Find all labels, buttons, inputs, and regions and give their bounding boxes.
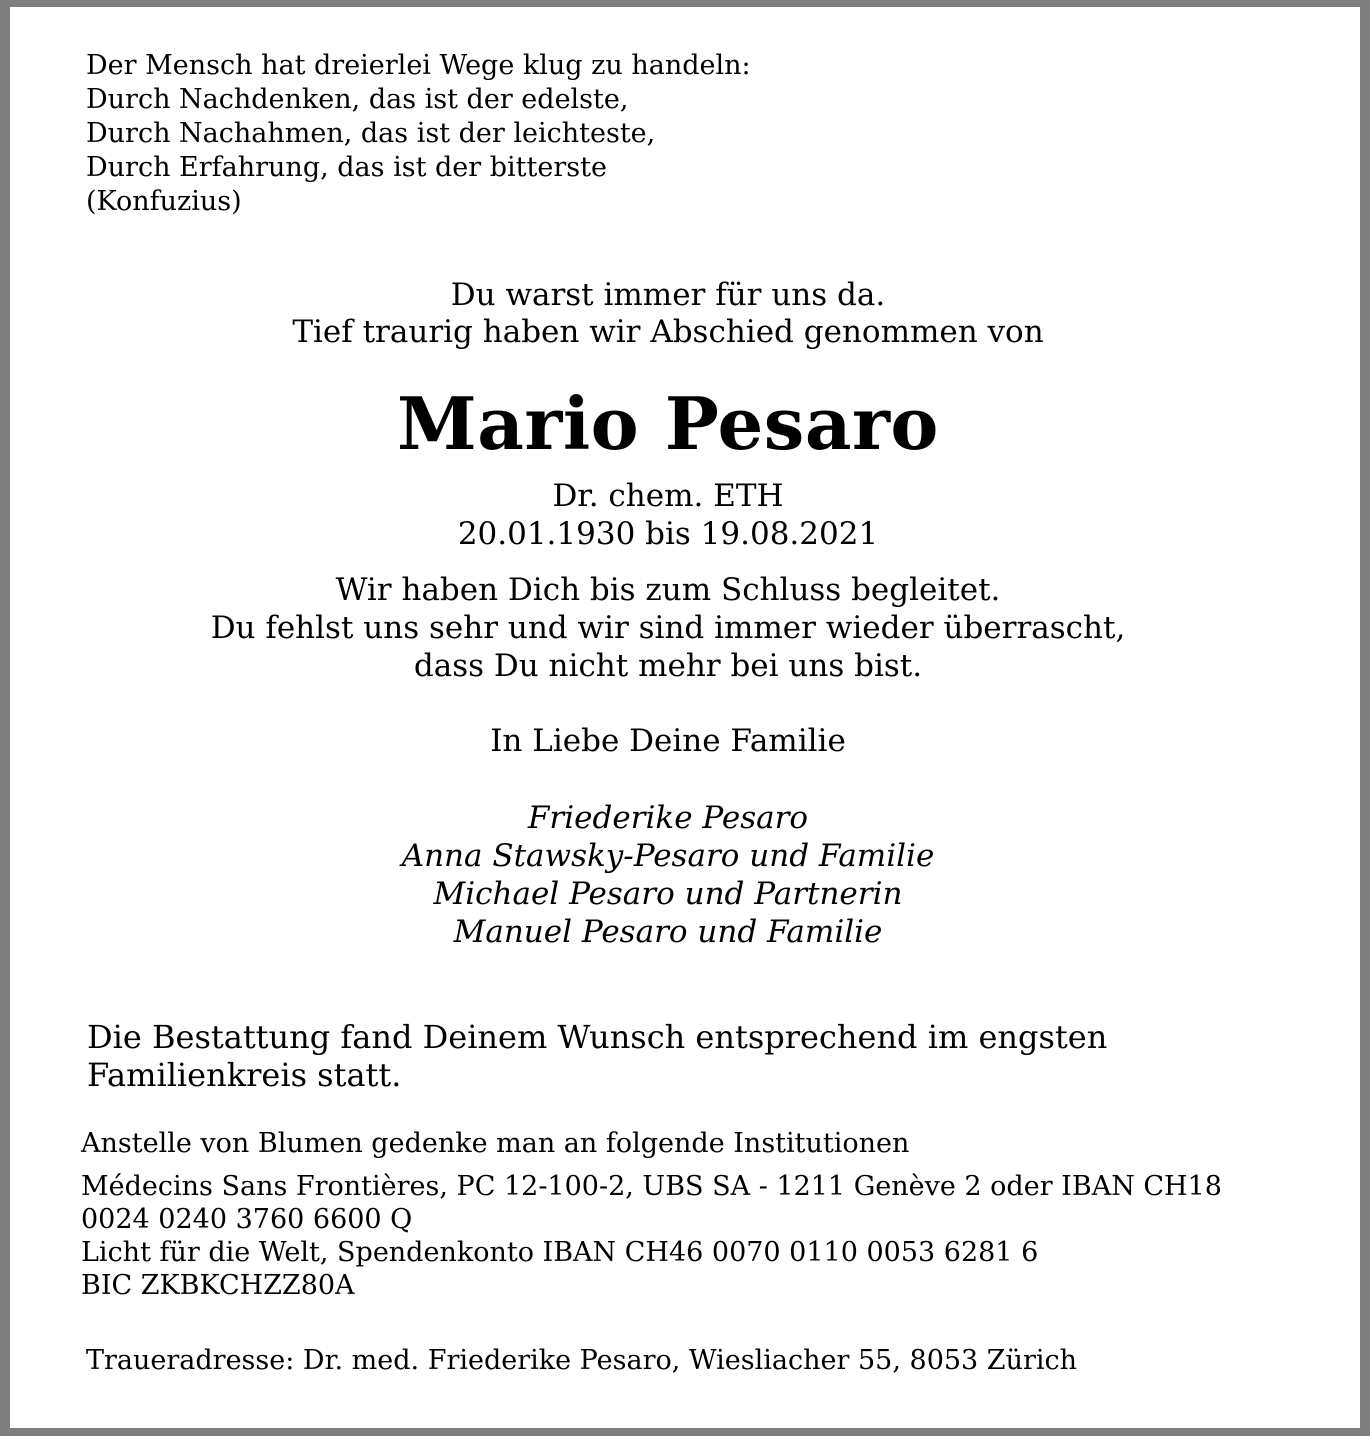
donation-line: BIC ZKBKCHZZ80A (81, 1270, 355, 1301)
burial-line: Die Bestattung fand Deinem Wunsch entsprechend im engsten (87, 1018, 1108, 1056)
quote-line: Der Mensch hat dreierlei Wege klug zu handeln: (86, 50, 751, 81)
mourner-name: Michael Pesaro und Partnerin (433, 876, 903, 912)
intro-text (10, 277, 1326, 351)
message-line: Du fehlst uns sehr und wir sind immer wieder überrascht, (210, 610, 1126, 646)
mourner-name: Friederike Pesaro (527, 800, 809, 836)
donation-line: Licht für die Welt, Spendenkonto IBAN CH46 0070 0110 0053 6281 6 (81, 1237, 1039, 1268)
deceased-details (10, 477, 1326, 553)
mourner-name: Manuel Pesaro und Familie (453, 914, 883, 950)
intro-line: Du warst immer für uns da. (450, 277, 886, 313)
quote-line: Durch Nachahmen, das ist der leichteste, (86, 118, 656, 149)
donation-heading: Anstelle von Blumen gedenke man an folgende Institutionen (81, 1128, 910, 1159)
donation-line: 0024 0240 3760 6600 Q (81, 1204, 413, 1235)
farewell-message (10, 571, 1326, 685)
deceased-name: Mario Pesaro (397, 381, 939, 466)
message-line: Wir haben Dich bis zum Schluss begleitet. (335, 572, 1001, 608)
family-signoff: In Liebe Deine Familie (490, 723, 846, 759)
burial-notice (87, 1018, 1107, 1094)
mourner-name: Anna Stawsky-Pesaro und Familie (401, 838, 935, 874)
mourners-list (10, 799, 1326, 951)
quote-line: Durch Nachdenken, das ist der edelste, (86, 84, 629, 115)
mourning-address: Traueradresse: Dr. med. Friederike Pesaro, Wiesliacher 55, 8053 Zürich (86, 1345, 1078, 1376)
donation-info (81, 1127, 1222, 1302)
burial-line: Familienkreis statt. (87, 1056, 402, 1094)
academic-title: Dr. chem. ETH (552, 478, 784, 514)
confucius-quote (86, 49, 751, 219)
donation-line: Médecins Sans Frontières, PC 12-100-2, UBS SA - 1211 Genève 2 oder IBAN CH18 (81, 1171, 1222, 1202)
quote-line: Durch Erfahrung, das ist der bitterste (86, 152, 607, 183)
life-dates: 20.01.1930 bis 19.08.2021 (457, 516, 879, 552)
message-line: dass Du nicht mehr bei uns bist. (413, 648, 923, 684)
intro-line: Tief traurig haben wir Abschied genommen von (292, 314, 1044, 350)
quote-attribution: (Konfuzius) (86, 186, 242, 217)
